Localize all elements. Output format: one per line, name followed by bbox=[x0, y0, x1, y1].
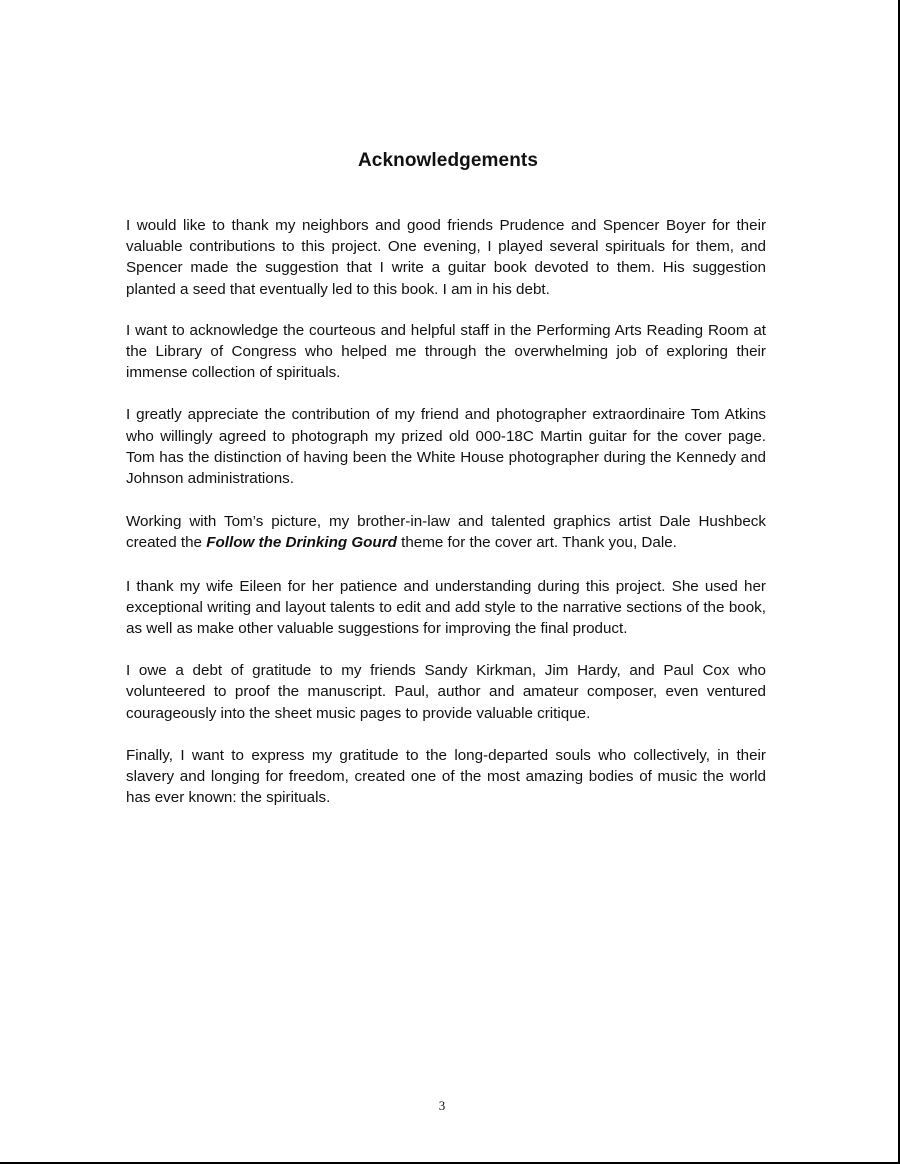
cover-art-theme-title: Follow the Drinking Gourd bbox=[206, 534, 397, 552]
page-number: 3 bbox=[438, 1098, 446, 1113]
paragraph-photographer: I greatly appreciate the contribution of my friend and photographer extraordinaire Tom Atkins who willingly agreed to photograph my prized old 000-18C Martin guitar for the cover page. Tom has the distinction of having been the White House photographer during the Kennedy and Johnson administrations. bbox=[126, 406, 766, 488]
paragraph-cover-art bbox=[126, 511, 766, 553]
paragraph-neighbors: I would like to thank my neighbors and good friends Prudence and Spencer Boyer for their valuable contributions to this project. One evening, I played several spirituals for them, and Spencer made the suggestion that I write a guitar book devoted to them. His suggestion planted a seed that eventually led to this book. I am in his debt. bbox=[126, 217, 766, 298]
paragraph-library-of-congress: I want to acknowledge the courteous and helpful staff in the Performing Arts Reading Room at the Library of Congress who helped me through the overwhelming job of exploring their immense collection of spirituals. bbox=[126, 321, 766, 382]
acknowledgements-body bbox=[126, 215, 766, 828]
paragraph-spirituals: Finally, I want to express my gratitude to the long-departed souls who collectively, in their slavery and longing for freedom, created one of the most amazing bodies of music the world has ever known: the spirituals. bbox=[126, 746, 766, 807]
paragraph-wife: I thank my wife Eileen for her patience and understanding during this project. She used her exceptional writing and layout talents to edit and add style to the narrative sections of the book, as well as make other valuable suggestions for improving the final product. bbox=[126, 577, 766, 638]
paragraph-proofreaders: I owe a debt of gratitude to my friends Sandy Kirkman, Jim Hardy, and Paul Cox who volunteered to proof the manuscript. Paul, author and amateur composer, even ventured courageously into the sheet music pages to provide valuable critique. bbox=[126, 662, 766, 722]
page-title: Acknowledgements bbox=[357, 150, 539, 171]
cover-art-text-end: theme for the cover art. Thank you, Dale. bbox=[396, 534, 677, 552]
cover-art-text-start: Working with Tom’s picture, my brother-in-law and talented graphics artist Dale Hushbeck created the bbox=[126, 513, 766, 552]
